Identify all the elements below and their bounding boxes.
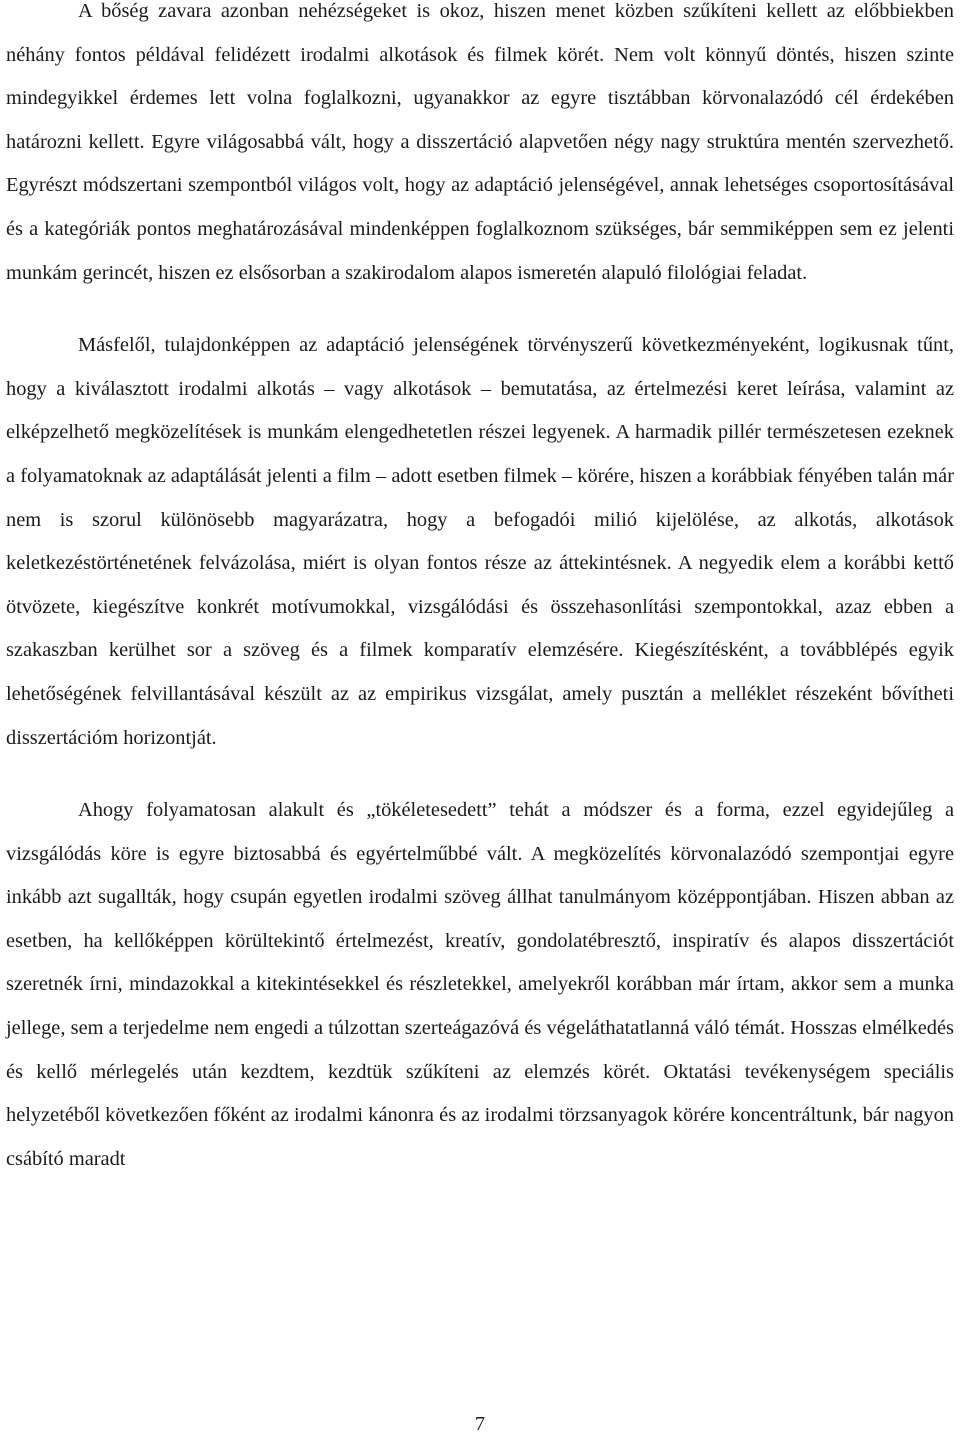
page-number: 7 xyxy=(474,1413,486,1435)
body-paragraph-1: A bőség zavara azonban nehézségeket is okoz, hiszen menet közben szűkíteni kellett az előbbiekben néhány fontos példával felidézett irodalmi alkotások és filmek körét. Nem volt könnyű döntés, hiszen szinte mindegyikkel érdemes lett volna foglalkozni, ugyanakkor az egyre tisztábban körvonalazódó cél érdekében határozni kellett. Egyre világosabbá vált, hogy a disszertáció alapvetően négy nagy struktúra mentén szervezhető. Egyrészt módszertani szempontból világos volt, hogy az adaptáció jelenségével, annak lehetséges csoportosításával és a kategóriák pontos meghatározásával mindenképpen foglalkoznom szükséges, bár semmiképpen sem ez jelenti munkám gerincét, hiszen ez elsősorban a szakirodalom alapos ismeretén alapuló filológiai feladat. xyxy=(6,0,954,284)
body-paragraph-2: Másfelől, tulajdonképpen az adaptáció jelenségének törvényszerű következményeként, logikusnak tűnt, hogy a kiválasztott irodalmi alkotás – vagy alkotások – bemutatása, az értelmezési keret leírása, valamint az elképzelhető megközelítések is munkám elengedhetetlen részei legyenek. A harmadik pillér természetesen ezeknek a folyamatoknak az adaptálását jelenti a film – adott esetben filmek – körére, hiszen a korábbiak fényében talán már nem is szorul különösebb magyarázatra, hogy a befogadói milió kijelölése, az alkotás, alkotások keletkezéstörténetének felvázolása, miért is olyan fontos része az áttekintésnek. A negyedik elem a korábbi kettő ötvözete, kiegészítve konkrét motívumokkal, vizsgálódási és összehasonlítási szempontokkal, azaz ebben a szakaszban kerülhet sor a szöveg és a filmek komparatív elemzésére. Kiegészítésként, a továbblépés egyik lehetőségének felvillantásával készült az az empirikus vizsgálat, amely pusztán a melléklet részeként bővítheti disszertációm horizontját. xyxy=(6,334,954,749)
body-paragraph-3: Ahogy folyamatosan alakult és „tökéletesedett” tehát a módszer és a forma, ezzel egyidejűleg a vizsgálódás köre is egyre biztosabbá és egyértelműbbé vált. A megközelítés körvonalazódó szempontjai egyre inkább azt sugallták, hogy csupán egyetlen irodalmi szöveg állhat tanulmányom középpontjában. Hiszen abban az esetben, ha kellőképpen körültekintő értelmezést, kreatív, gondolatébresztő, inspiratív és alapos disszertációt szeretnék írni, mindazokkal a kitekintésekkel és részletekkel, amelyekről korábban már írtam, akkor sem a munka jellege, sem a terjedelme nem engedi a túlzottan szerteágazóvá és végeláthatatlanná váló témát. Hosszas elmélkedés és kellő mérlegelés után kezdtem, kezdtük szűkíteni az elemzés körét. Oktatási tevékenységem speciális helyzetéből következően főként az irodalmi kánonra és az irodalmi törzsanyagok körére koncentráltunk, bár nagyon csábító maradt xyxy=(6,799,954,1170)
